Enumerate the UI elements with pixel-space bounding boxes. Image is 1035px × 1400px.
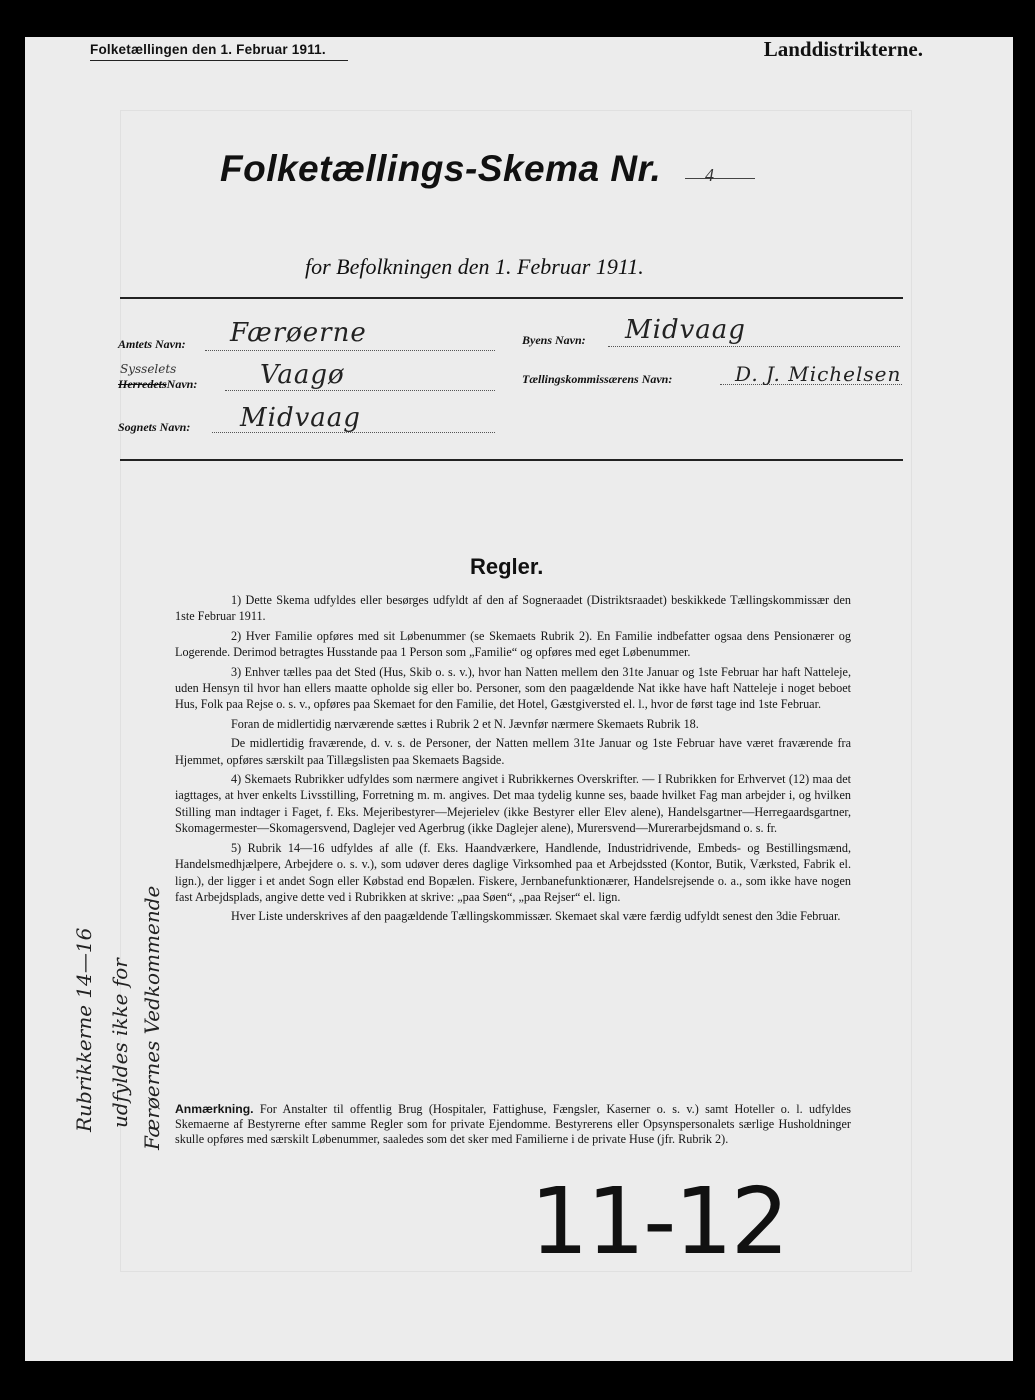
herred-label-suffix: Navn: [166, 377, 198, 391]
by-label: Byens Navn: [522, 333, 586, 347]
rule-3-cont-a: Foran de midlertidig nærværende sættes i Rubrik 2 et N. Jævnfør nærmere Skemaets Rubrik 18. [231, 716, 699, 731]
header-district-type: Landdistrikterne. [763, 37, 923, 61]
rule-3: 3) Enhver tælles paa det Sted (Hus, Skib o. s. v.), hvor han Natten mellem den 31te Januar og 1ste Februar har haft Natteleje, uden Hensyn til hvor han ellers maatte opholde sig eller bo. Personer, som den paagældende Nat ikke have haft Natteleje i noget beboet Hus, Folk paa Rejse o. s. v., opføres paa Skemaet for den Familie, det Hotel, Gæstgiversted el. l., hvor de først tage ind 1ste Februar. [175, 664, 851, 712]
by-line [608, 346, 900, 347]
fields-divider [120, 459, 903, 461]
sogn-value: Midvaag [240, 403, 361, 433]
sogn-label: Sognets Navn: [118, 420, 191, 434]
amt-line [205, 350, 495, 351]
by-value: Midvaag [625, 315, 746, 345]
margin-note-line-1: Rubrikkerne 14—16 [72, 927, 96, 1132]
margin-note-line-3: Færøernes Vedkommende [140, 885, 164, 1150]
note-label: Anmærkning. [175, 1102, 254, 1116]
form-number: 4 [705, 165, 714, 185]
margin-note-line-2: udfyldes ikke for [108, 958, 132, 1128]
herred-value: Vaagø [260, 360, 345, 390]
rules-heading: Regler. [470, 554, 544, 579]
form-title: Folketællings-Skema Nr. [220, 148, 662, 189]
rule-1: 1) Dette Skema udfyldes eller besørges udfyldt af den af Sogneraadet (Distriktsraadet) beskikkede Tællingskommissær den 1ste Februar 1911. [175, 593, 851, 624]
header-census-date: Folketællingen den 1. Februar 1911. [90, 42, 326, 57]
syssel-handwritten: Sysselets [120, 362, 177, 376]
amt-label: Amtets Navn: [118, 337, 186, 351]
header-underline [90, 60, 348, 61]
rule-5-cont: Hver Liste underskrives af den paagældende Tællingskommissær. Skemaet skal være færdig udfyldt senest den 3die Februar. [231, 909, 841, 924]
form-subtitle: for Befolkningen den 1. Februar 1911. [305, 254, 644, 279]
form-number-line [685, 178, 755, 179]
annotation-note [175, 1102, 851, 1147]
rule-3-cont-b: De midlertidig fraværende, d. v. s. de Personer, der Natten mellem 31te Januar og 1ste Februar have været fraværende fra Hjemmet, opføres særskilt paa Tillægslisten paa Skemaets Bagside. [175, 736, 851, 767]
rule-2: 2) Hver Familie opføres med sit Løbenummer (se Skemaets Rubrik 2). En Familie indbefatter ogsaa dens Pensionærer og Logerende. Derimod betragtes Husstande paa 1 Person som „Familie“ og opføres med eget Løbenummer. [175, 628, 851, 660]
herred-label [118, 377, 197, 392]
kommissaer-label: Tællingskommissærens Navn: [522, 372, 673, 386]
rule-4: 4) Skemaets Rubrikker udfyldes som nærmere angivet i Rubrikkernes Overskrifter. — I Rubrikken for Erhvervet (12) maa det iagttages, at hver enkelts Livsstilling, Forretning m. m. angives. Det maa tydelig kunne ses, baade hvilket Fag man arbejder i, og hvilken Stilling man indtager i Faget, f. Eks. Mejeribestyrer—Mejerielev (ikke Bestyrer eller Elev alene), Handelsgartner—Herregaardsgartner, Skomagermester—Skomagersvend, Daglejer ved Agerbrug (ikke Daglejer alene), Murersvend—Murerarbejdsmand o. s. fr. [175, 772, 851, 836]
rule-5: 5) Rubrik 14—16 udfyldes af alle (f. Eks. Haandværkere, Handlende, Industridrivende, Embeds- og Bestillingsmænd, Handelsmedhjælpere, Arbejdere o. s. v.), som udøver deres daglige Virksomhed paa et Arbejdssted (Kontor, Butik, Værksted, Fabrik el. lign.), der ligger i et andet Sogn eller Købstad end Bopælen. Fiskere, Jernbanefunktionærer, Handelsrejsende o. a., som ikke have nogen fast Arbejdsplads, angive dette ved i Rubrikken at skrive: „paa Søen“, „paa Rejser“ el. lign. [175, 840, 851, 904]
herred-label-struck: Herredets [118, 377, 167, 391]
herred-line [225, 390, 495, 391]
top-divider [120, 297, 903, 299]
rules-body [175, 592, 851, 928]
note-text: For Anstalter til offentlig Brug (Hospitaler, Fattighuse, Fængsler, Kaserner o. s. v.) samt Hoteller o. l. udfyldes Skemaerne af Bestyrerne efter samme Regler som for private Ejendomme. Bestyrerens eller Opsynspersonalets særlige Husholdninger skulle opføres med særskilt Løbenummer, saaledes som det sker med Familierne i de private Huse (jfr. Rubrik 2). [175, 1102, 851, 1146]
amt-value: Færøerne [230, 318, 367, 348]
page-number-handwritten: 11-12 [530, 1168, 788, 1275]
kommissaer-value: D. J. Michelsen [735, 362, 902, 386]
